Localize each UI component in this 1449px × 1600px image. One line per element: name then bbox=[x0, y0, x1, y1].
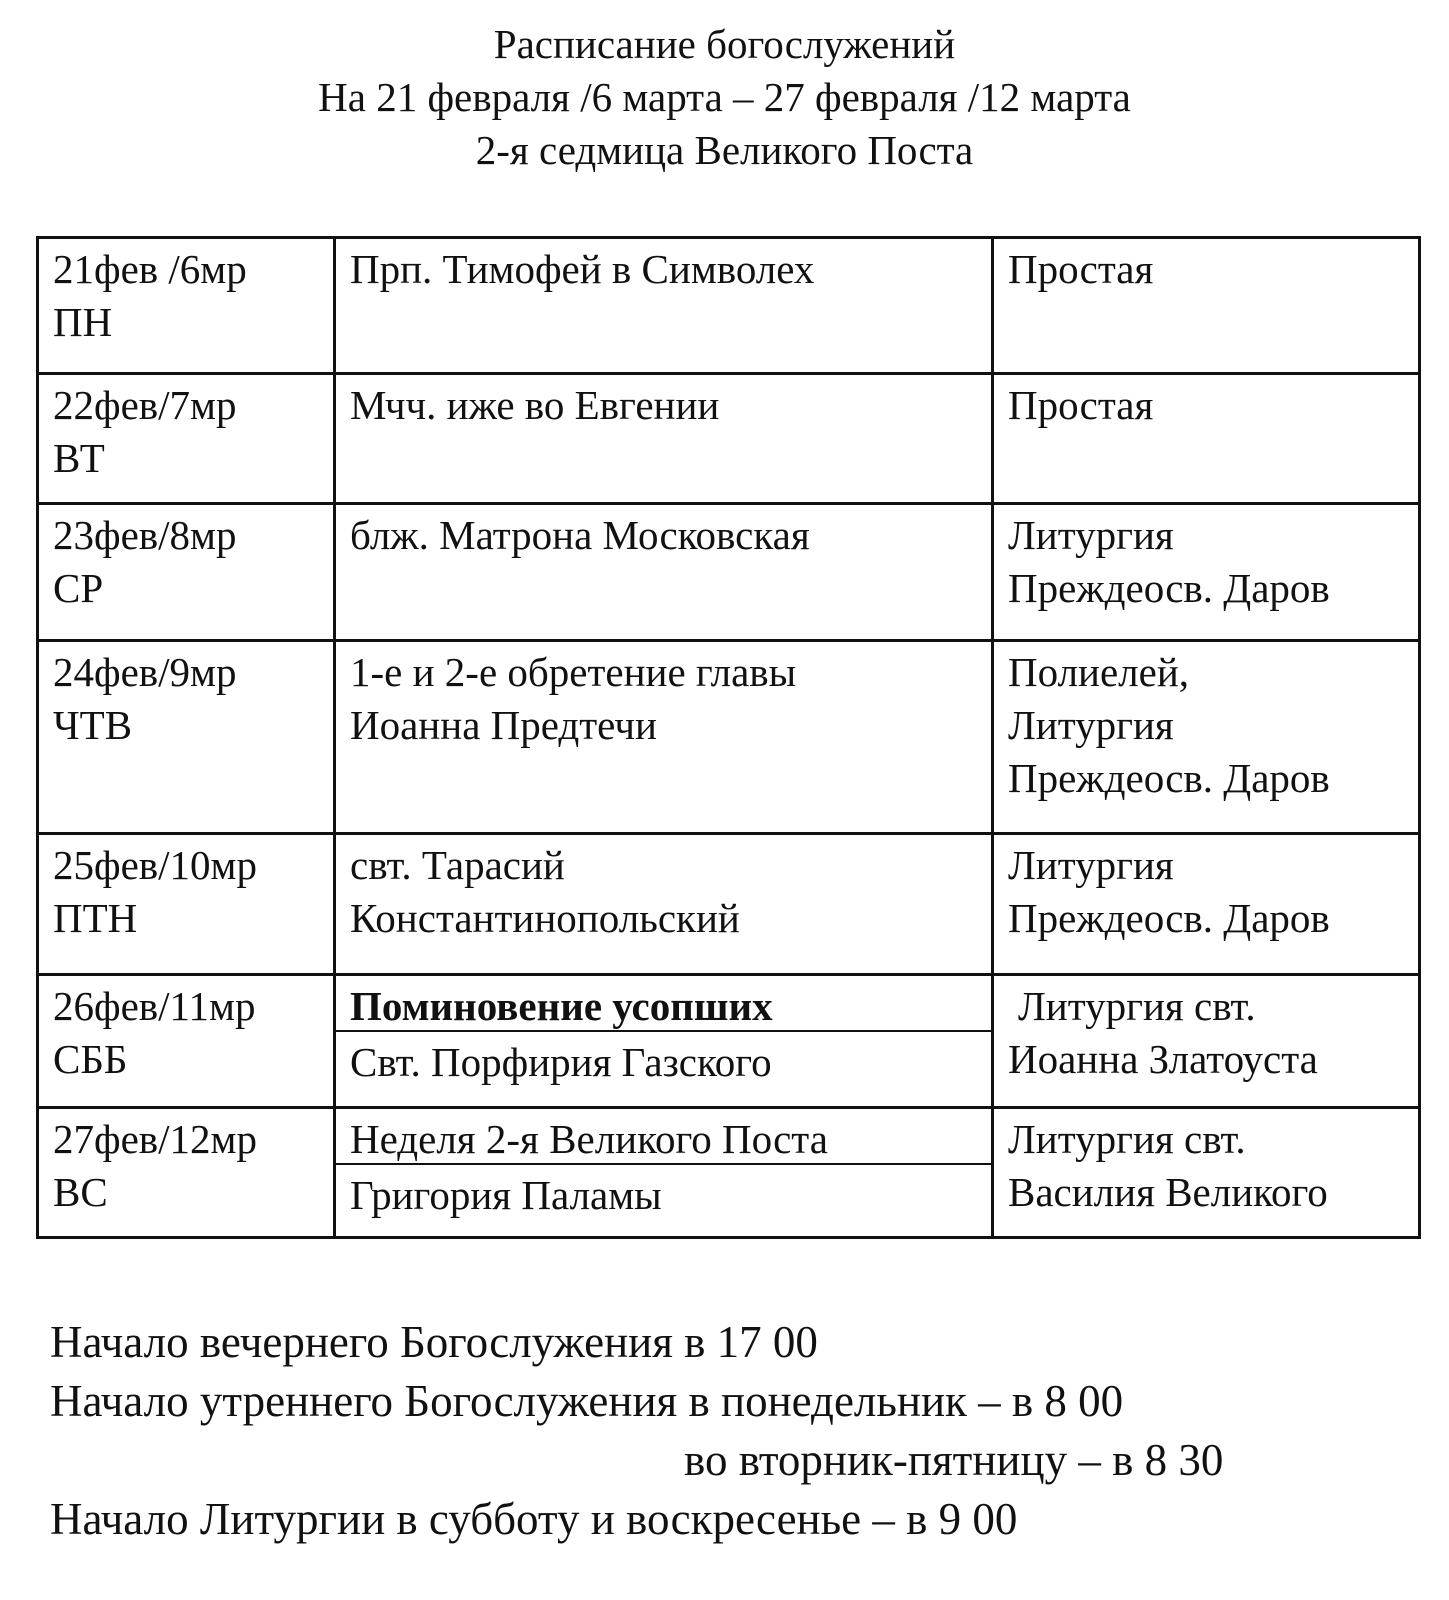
service-label: Простая bbox=[1008, 382, 1154, 428]
schedule-header bbox=[0, 18, 1449, 177]
feast-cell bbox=[335, 504, 993, 641]
service-label: Преждеосв. Даров bbox=[1008, 755, 1330, 801]
feast-cell bbox=[335, 374, 993, 504]
service-label: Литургия bbox=[1008, 512, 1174, 558]
feast-label-top: Поминовение усопших bbox=[336, 976, 991, 1032]
week-title: 2-я седмица Великого Поста bbox=[475, 127, 974, 173]
day-cell bbox=[38, 238, 335, 374]
feast-label: Иоанна Предтечи bbox=[350, 702, 657, 748]
feast-label: блж. Матрона Московская bbox=[350, 512, 810, 558]
morning-weekday-time: во вторник-пятницу – в 8 30 bbox=[684, 1435, 1224, 1485]
feast-cell bbox=[335, 238, 993, 374]
service-label: Полиелей, bbox=[1008, 649, 1190, 695]
weekend-liturgy-time: Начало Литургии в субботу и воскресенье – в 9 00 bbox=[50, 1494, 1018, 1544]
service-label: Преждеосв. Даров bbox=[1008, 565, 1330, 611]
date-label: 27фев/12мр bbox=[53, 1116, 257, 1162]
table-row bbox=[38, 975, 1420, 1108]
feast-label: 1-е и 2-е обретение главы bbox=[350, 649, 797, 695]
date-range: На 21 февраля /6 марта – 27 февраля /12 марта bbox=[318, 74, 1131, 120]
weekday-label: СББ bbox=[53, 1036, 128, 1082]
feast-cell bbox=[335, 975, 993, 1108]
date-label: 26фев/11мр bbox=[53, 983, 256, 1029]
service-label: Иоанна Златоуста bbox=[1008, 1036, 1318, 1082]
weekday-label: ПТН bbox=[53, 895, 138, 941]
service-label: Простая bbox=[1008, 246, 1154, 292]
day-cell bbox=[38, 641, 335, 834]
morning-monday-time: Начало утреннего Богослужения в понедельник – в 8 00 bbox=[50, 1376, 1124, 1426]
feast-label: Прп. Тимофей в Символех bbox=[350, 246, 815, 292]
service-cell bbox=[993, 504, 1420, 641]
weekday-label: ВТ bbox=[53, 435, 105, 481]
page-title: Расписание богослужений bbox=[493, 21, 956, 67]
service-label: Литургия свт. bbox=[1018, 983, 1256, 1029]
service-label: Литургия свт. bbox=[1008, 1116, 1246, 1162]
feast-cell bbox=[335, 641, 993, 834]
date-label: 24фев/9мр bbox=[53, 649, 237, 695]
table-row bbox=[38, 504, 1420, 641]
service-label: Преждеосв. Даров bbox=[1008, 895, 1330, 941]
weekday-label: ЧТВ bbox=[53, 702, 133, 748]
service-label: Василия Великого bbox=[1008, 1169, 1328, 1215]
service-times bbox=[50, 1313, 1390, 1549]
service-label: Литургия bbox=[1008, 842, 1174, 888]
date-label: 25фев/10мр bbox=[53, 842, 257, 888]
feast-label-bottom: Григория Паламы bbox=[350, 1172, 662, 1218]
weekday-label: ПН bbox=[53, 299, 113, 345]
service-cell bbox=[993, 374, 1420, 504]
day-cell bbox=[38, 374, 335, 504]
day-cell bbox=[38, 504, 335, 641]
day-cell bbox=[38, 975, 335, 1108]
feast-cell bbox=[335, 1108, 993, 1238]
service-cell bbox=[993, 975, 1420, 1108]
table-row bbox=[38, 834, 1420, 975]
feast-label-bottom: Свт. Порфирия Газского bbox=[350, 1039, 772, 1085]
service-cell bbox=[993, 641, 1420, 834]
table-row bbox=[38, 374, 1420, 504]
feast-label: Константинопольский bbox=[350, 895, 740, 941]
day-cell bbox=[38, 1108, 335, 1238]
schedule-table bbox=[36, 236, 1421, 1239]
date-label: 23фев/8мр bbox=[53, 512, 237, 558]
feast-label-top: Неделя 2-я Великого Поста bbox=[336, 1109, 991, 1165]
service-cell bbox=[993, 238, 1420, 374]
table-row bbox=[38, 1108, 1420, 1238]
feast-label: Мчч. иже во Евгении bbox=[350, 382, 720, 428]
service-cell bbox=[993, 834, 1420, 975]
feast-cell bbox=[335, 834, 993, 975]
day-cell bbox=[38, 834, 335, 975]
date-label: 21фев /6мр bbox=[53, 246, 247, 292]
weekday-label: СР bbox=[53, 565, 104, 611]
service-cell bbox=[993, 1108, 1420, 1238]
table-row bbox=[38, 238, 1420, 374]
table-row bbox=[38, 641, 1420, 834]
weekday-label: ВС bbox=[53, 1169, 108, 1215]
date-label: 22фев/7мр bbox=[53, 382, 237, 428]
service-label: Литургия bbox=[1008, 702, 1174, 748]
feast-label: свт. Тарасий bbox=[350, 842, 565, 888]
evening-service-time: Начало вечернего Богослужения в 17 00 bbox=[50, 1317, 818, 1367]
